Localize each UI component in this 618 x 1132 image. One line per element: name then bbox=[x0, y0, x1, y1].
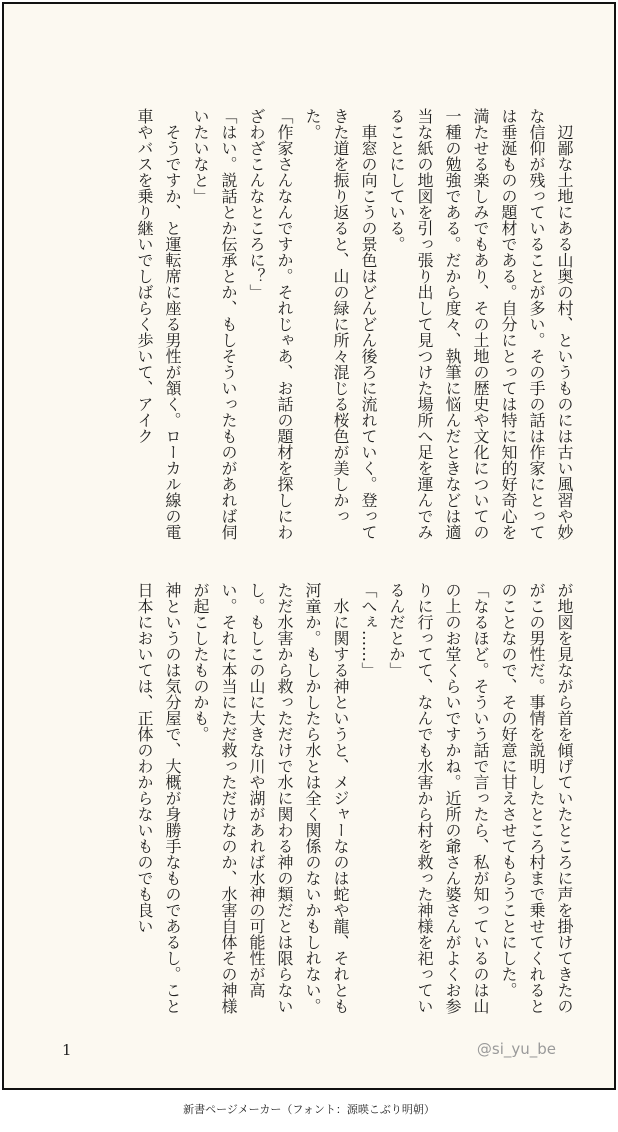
paragraph: 車窓の向こうの景色はどんどん後ろに流れていく。登ってきた道を振り返ると、山の緑に所々混じる桜色が美しかった。 bbox=[303, 108, 378, 540]
paragraph: そうですか、と運転席に座る男性が頷く。ローカル線の電車やバスを乗り継いでしばらく歩いて、アイク bbox=[135, 108, 182, 540]
author-handle: @si_yu_be bbox=[476, 1040, 556, 1058]
lower-text-block bbox=[38, 582, 578, 1020]
page-number: 1 bbox=[62, 1041, 72, 1059]
paragraph: が地図を見ながら首を傾げていたところに声を掛けてきたのがこの男性だ。事情を説明したところ村まで乗せてくれるとのことなので、その好意に甘えさせてもらうことにした。 bbox=[499, 582, 574, 1014]
paragraph: 水に関する神というと、メジャーなのは蛇や龍、それとも河童か。もしかしたら水とは全く関係のないかもしれない。ただ水害から救っただけで水に関わる神の類だとは限らないし。もしこの山に大きな川や湖があれば水神の可能性が高い。それに本当にただ救っただけなのか、水害自体その神様が起こしたものかも。 bbox=[191, 582, 350, 1014]
dialogue-paragraph: 「なるほど。そういう話で言ったら、私が知っているのは山の上のお堂くらいですかね。近所の爺さん婆さんがよくお参りに行ってて、なんでも水害から村を救った神様を祀っているんだとか」 bbox=[387, 582, 490, 1014]
paragraph: 辺鄙な土地にある山奥の村、というものには古い風習や妙な信仰が残っていることが多い。その手の話は作家にとっては垂涎ものの題材である。自分にとっては特に知的好奇心を満たせる楽しみでもあり、その土地の歴史や文化についての一種の勉強である。だから度々、執筆に悩んだときなどは適当な紙の地図を引っ張り出して見つけた場所へ足を運んでみることにしている。 bbox=[387, 108, 574, 540]
dialogue-paragraph: 「はい。説話とか伝承とか、もしそういったものがあれば伺いたいなと」 bbox=[191, 108, 238, 540]
upper-text-block bbox=[38, 108, 578, 546]
manuscript-page bbox=[2, 2, 616, 1090]
dialogue-paragraph: 「へぇ……」 bbox=[359, 582, 378, 678]
footer-credit: 新書ページメーカー（フォント：源暎こぶり明朝） bbox=[183, 1103, 435, 1116]
paragraph: 神というのは気分屋で、大概が身勝手なものであるし。こと日本においては、正体のわからないものでも良い bbox=[135, 582, 182, 1014]
dialogue-paragraph: 「作家さんなんですか。それじゃあ、お話の題材を探しにわざわざこんなところに？」 bbox=[247, 108, 294, 540]
